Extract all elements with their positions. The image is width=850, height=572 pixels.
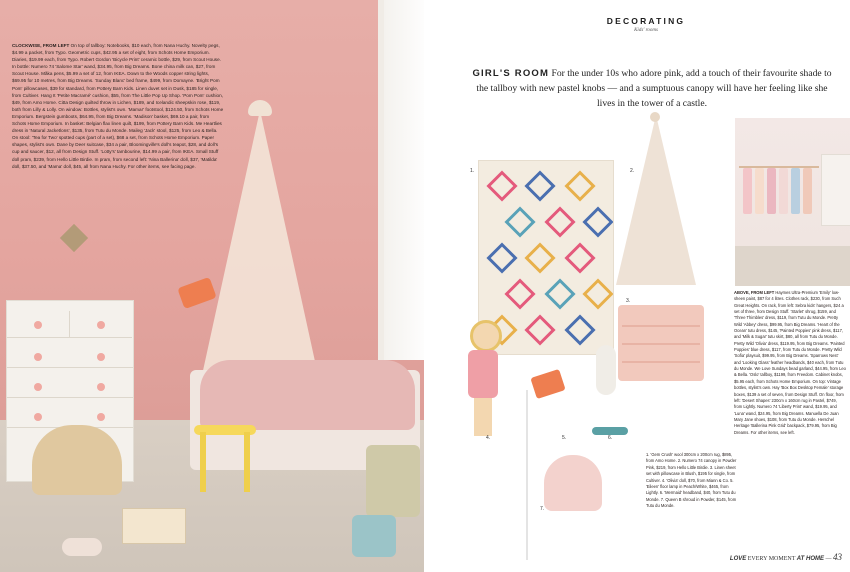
item-number: 2. — [630, 168, 635, 174]
footer-tagline: EVERY MOMENT — [746, 556, 797, 562]
suitcase — [122, 508, 186, 544]
item-number: 7. — [540, 506, 545, 512]
footer-magazine: AT HOME — [796, 556, 824, 562]
page-number: 43 — [833, 552, 842, 562]
left-caption-text: On top of tallboy: Notebooks, $10 each, from Nana Huchy. Novelty pegs, $4.99 a packet, from Typo. Geometric cups, $42.95 a set of eight, from Schots Home Emporium. Diaries, $19.99 each, from Typo. Robert Gordon 'Bicycle Print' ceramic bottle, $29, from Scout House. In bottle: Numero 74 'Salome Star' wand, $34.95, from Big Dreams. Bone china milk can, $27, from Scout House. Mãka pens, $5.99 a set of 12, from IKEA. Down to the Woods copper string lights, $69.95 for 10 metres, from Big Dreams. 'Sunday Blanc' bed frame, $499, from Domayne. 'Bright Pom Pom' pillowcases, $39 for standard, from Pottery Barn Kids. Linen duvet set in Dusk, $185 for single, from Cultiver. Hang It 'Petite Macramé' cushion, $55, from The Little Pop Up Shop. 'Pom Pom' cushion, $49, from Amo Home. Citta Design quilted throw in Lichen, $189, and Icelandic sheepskin rose, $119, both from Lilly & Lolly. On window: Bottles, stylist's own. 'Mamar' footstool, $124.50, from Schots Home Emporium. Bergstein gumboots, $64.95, from Big Dreams. 'Madison' basket, $69.10 a pair, from Schots Home Emporium. In basket: Belgian flax linen quilt, $199, from Pottery Barn Kids. Me Heartlies dress in 'Natural Jacketlons', $135, from Tutu du Monde. Maileg 'Jack' stool, $125, from Leo & Bella. On stool: 'Tea for Two' spotted cups (part of a set), $68 a set, from Schots Home Emporium. Paper shapes, stylist's own. Dane by Deer suitcase, $34 a pair, Bloomingville's doll's teapot, $28, and doll's cup and saucer, $12, all from Design Stuff. 'Lotty's' tambourine, $14.99 a pair, from IKEA. Small Stuff doll pram, $239, from Hello Little Birdie. In pram, from second left: 'Nina Ballerina' doll, $37, 'Matilda' doll, $37.50, and 'Mama' doll, $45, all from Nana Huchy. For other items, see facing page. — [12, 43, 224, 169]
product-headband — [586, 345, 626, 435]
item-number: 5. — [562, 435, 567, 441]
item-number: 6. — [608, 435, 613, 441]
page-footer — [592, 552, 842, 562]
footer-separator: — — [824, 556, 833, 562]
section-subtitle: Kids' rooms — [634, 28, 658, 33]
lamp-pole — [526, 390, 528, 560]
stool-leg — [244, 432, 250, 492]
doll-pram — [32, 425, 122, 495]
headline-body: For the under 10s who adore pink, add a touch of their favourite shade to the tallboy with new pastel knobs — and a sumptuous canopy will have her feeling like she lives in the tower of a castle. — [476, 68, 832, 109]
item-number: 4. — [486, 435, 491, 441]
product-doll — [462, 320, 504, 438]
product-canopy-top — [650, 112, 660, 122]
bed-linen — [200, 360, 415, 430]
right-page — [426, 0, 850, 572]
right-caption — [734, 290, 846, 436]
gumboots — [352, 515, 396, 557]
headline — [470, 66, 834, 111]
clothes-rack-photo — [735, 118, 850, 286]
footer-brand: LOVE — [729, 556, 747, 562]
headline-kicker: GIRL'S ROOM — [472, 68, 550, 79]
section-title: DECORATING — [606, 16, 686, 26]
right-caption-text: Haymes Ultra-Premium 'Emily' low-sheen paint, $87 for 4 litres. Clothes rack, $230, from Such Great Heights. On rack, from left: Sebra kids' hangers, $24 a set of three, from Design Stuff. 'Starlet' shrug, $159, and 'Three Thimbles' dress, $119, from Tutu du Monde. Pretty Wild 'Abbey' dress, $99.95, from Big Dreams. 'Heart of the Ocean' tutu dress, $145, 'Painted Poppies' pink dress, $117, and 'Milk & Sugar' tutu skirt, $80, all from Tutu du Monde. Pretty Wild 'Olivia' dress, $119.95, from Big Dreams. 'Painted Poppies' blue dress, $117, from Tutu du Monde. Pretty Wild 'Sofia' playsuit, $99.95, from Big Dreams. 'Sparrows Nest' and 'Looking Glass' feather headbands, $40 each, from Tutu du Monde. We Love Sundays bead garland, $44.95, from Leo & Bella. 'Oslo' tallboy, $1199, from Freedom. Cabinet knobs, $5.95 each, from Schots Home Emporium. On top: Vintage bottles, stylist's own. Hay 'Box Box Desktop Female' storage boxes, $139 a set of seven, from Design Stuff. On floor, from left: 'Desert Shapes' 230cm x 160cm rug in Pastel, $749, from Lightly. Numero 74 'Liberty Print' wand, $19.95, and 'Luna' wand, $24.95, from Big Dreams. Manuella De Juan Mary Jane shoes, $108, from Tutu du Monde. Herschel Heritage 'Ballerina Pink Grid' backpack, $79.95, from Big Dreams. For other items, see left. — [734, 290, 846, 435]
product-shroud — [544, 455, 602, 511]
product-floor-lamp — [530, 369, 565, 399]
item-number: 3. — [626, 298, 631, 304]
product-caption: 1. 'Gem Crush' wool 300cm x 200cm rug, $895, from Amo Home. 2. Numero 74 canopy in Powder Pink, $219, from Hello Little Birdie. 3. Linen sheet set with pillowcase in Blush, $195 for single, from Cultiver. 4. 'Olivia' doll, $70, from Miann & Co. 5. 'Eileen' floor lamp in Peach/White, $465, from Lightly. 6. 'Mermaid' headband, $40, from Tutu du Monde. 7. Queen B shroud in Powder, $145, from Tutu du Monde. — [646, 452, 737, 509]
right-caption-lead: ABOVE, FROM LEFT — [734, 290, 775, 295]
item-number: 1. — [470, 168, 475, 174]
left-caption-lead: CLOCKWISE, FROM LEFT — [12, 43, 70, 48]
stool-leg — [200, 432, 206, 492]
window — [378, 0, 424, 360]
left-caption — [12, 42, 224, 170]
basket — [366, 445, 420, 517]
doll-tea-set — [62, 538, 102, 556]
product-sheet-set — [618, 305, 704, 381]
left-page-photo — [0, 0, 424, 572]
product-canopy — [616, 115, 696, 285]
